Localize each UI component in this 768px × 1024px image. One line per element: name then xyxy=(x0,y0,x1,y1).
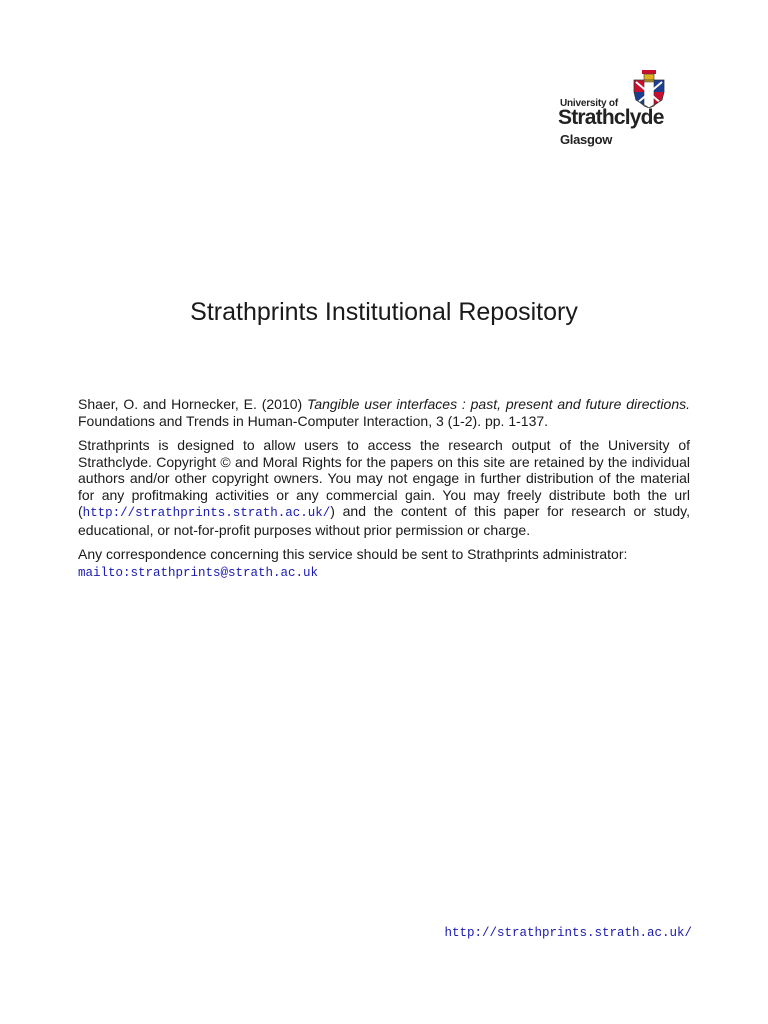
page-title: Strathprints Institutional Repository xyxy=(190,298,578,326)
copyright-notice xyxy=(78,437,690,538)
citation-authors: Shaer, O. and Hornecker, E. (2010) xyxy=(78,396,303,412)
notice-text-after: ) and the content of this paper for research or study, educational, or not-for-profit purposes without prior permission or charge. xyxy=(78,503,690,538)
notice-text-before: Strathprints is designed to allow users to access the research output of the University of Strathclyde. Copyright © and Moral Rights for the papers on this site are retained by the individual authors and/or other copyright owners. You may not engage in further distribution of the material for any profitmaking activities or any commercial gain. You may freely distribute both the url ( xyxy=(78,437,690,519)
contact-info xyxy=(78,546,690,581)
citation xyxy=(78,396,690,429)
repository-url-link[interactable]: http://strathprints.strath.ac.uk/ xyxy=(82,506,331,520)
contact-text: Any correspondence concerning this service should be sent to Strathprints administrator: xyxy=(78,546,628,562)
university-crest-icon xyxy=(622,70,670,108)
logo-glasgow: Glasgow xyxy=(560,132,613,147)
admin-email-link[interactable]: mailto:strathprints@strath.ac.uk xyxy=(78,565,319,580)
logo-university-of: University of xyxy=(560,98,618,109)
logo-strathclyde: Strathclyde xyxy=(558,106,664,129)
footer-url-link[interactable]: http://strathprints.strath.ac.uk/ xyxy=(444,926,692,940)
university-logo xyxy=(558,70,676,152)
citation-source: Foundations and Trends in Human-Computer Interaction, 3 (1-2). pp. 1-137. xyxy=(78,412,549,429)
citation-title: Tangible user interfaces : past, present and future directions. xyxy=(307,396,690,412)
document-body xyxy=(78,396,690,589)
